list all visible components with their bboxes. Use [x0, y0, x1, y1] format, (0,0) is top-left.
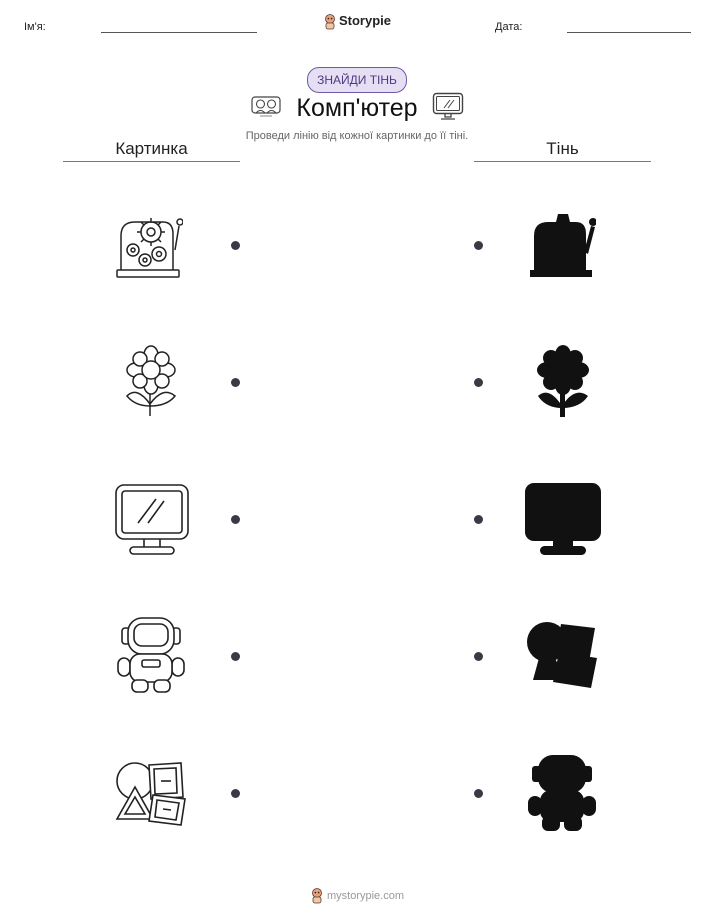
date-line[interactable]: [567, 32, 691, 33]
find-shadow-badge: ЗНАЙДИ ТІНЬ: [307, 67, 407, 93]
monitor-icon[interactable]: [114, 483, 190, 557]
match-dot-right-4[interactable]: [474, 652, 483, 661]
robot-shadow-icon[interactable]: [527, 752, 597, 834]
match-dot-left-2[interactable]: [231, 378, 240, 387]
shapes-shadow-icon[interactable]: [525, 618, 601, 690]
match-dot-right-2[interactable]: [474, 378, 483, 387]
page-title: Комп'ютер: [296, 94, 418, 122]
match-dot-left-1[interactable]: [231, 241, 240, 250]
date-label: Дата:: [495, 21, 523, 33]
footer-mascot-icon: [310, 888, 324, 904]
robot-icon[interactable]: [116, 614, 186, 696]
flower-icon[interactable]: [123, 344, 179, 418]
column-heading-shadow: Тінь: [546, 139, 579, 158]
instructions: Проведи лінію від кожної картинки до її тіні.: [245, 130, 469, 142]
shapes-icon[interactable]: [113, 757, 189, 829]
slot-machine-icon[interactable]: [113, 208, 183, 280]
match-dot-right-3[interactable]: [474, 515, 483, 524]
column-underline-left: [63, 161, 240, 162]
name-label: Ім'я:: [24, 21, 46, 33]
name-line[interactable]: [101, 32, 257, 33]
footer: [0, 888, 714, 904]
mascot-icon: [323, 14, 337, 30]
match-dot-left-5[interactable]: [231, 789, 240, 798]
brand-name: Storypie: [338, 13, 391, 28]
column-heading-picture: Картинка: [115, 139, 188, 158]
match-dot-right-5[interactable]: [474, 789, 483, 798]
footer-url[interactable]: mystorypie.com: [326, 889, 405, 902]
column-underline-right: [474, 161, 651, 162]
flower-shadow-icon[interactable]: [535, 344, 591, 418]
match-dot-left-3[interactable]: [231, 515, 240, 524]
monitor-shadow-icon[interactable]: [525, 483, 601, 557]
match-dot-left-4[interactable]: [231, 652, 240, 661]
brand-logo: [0, 13, 714, 30]
slot-machine-shadow-icon[interactable]: [526, 208, 596, 280]
monitor-title-icon: [432, 92, 464, 122]
match-dot-right-1[interactable]: [474, 241, 483, 250]
